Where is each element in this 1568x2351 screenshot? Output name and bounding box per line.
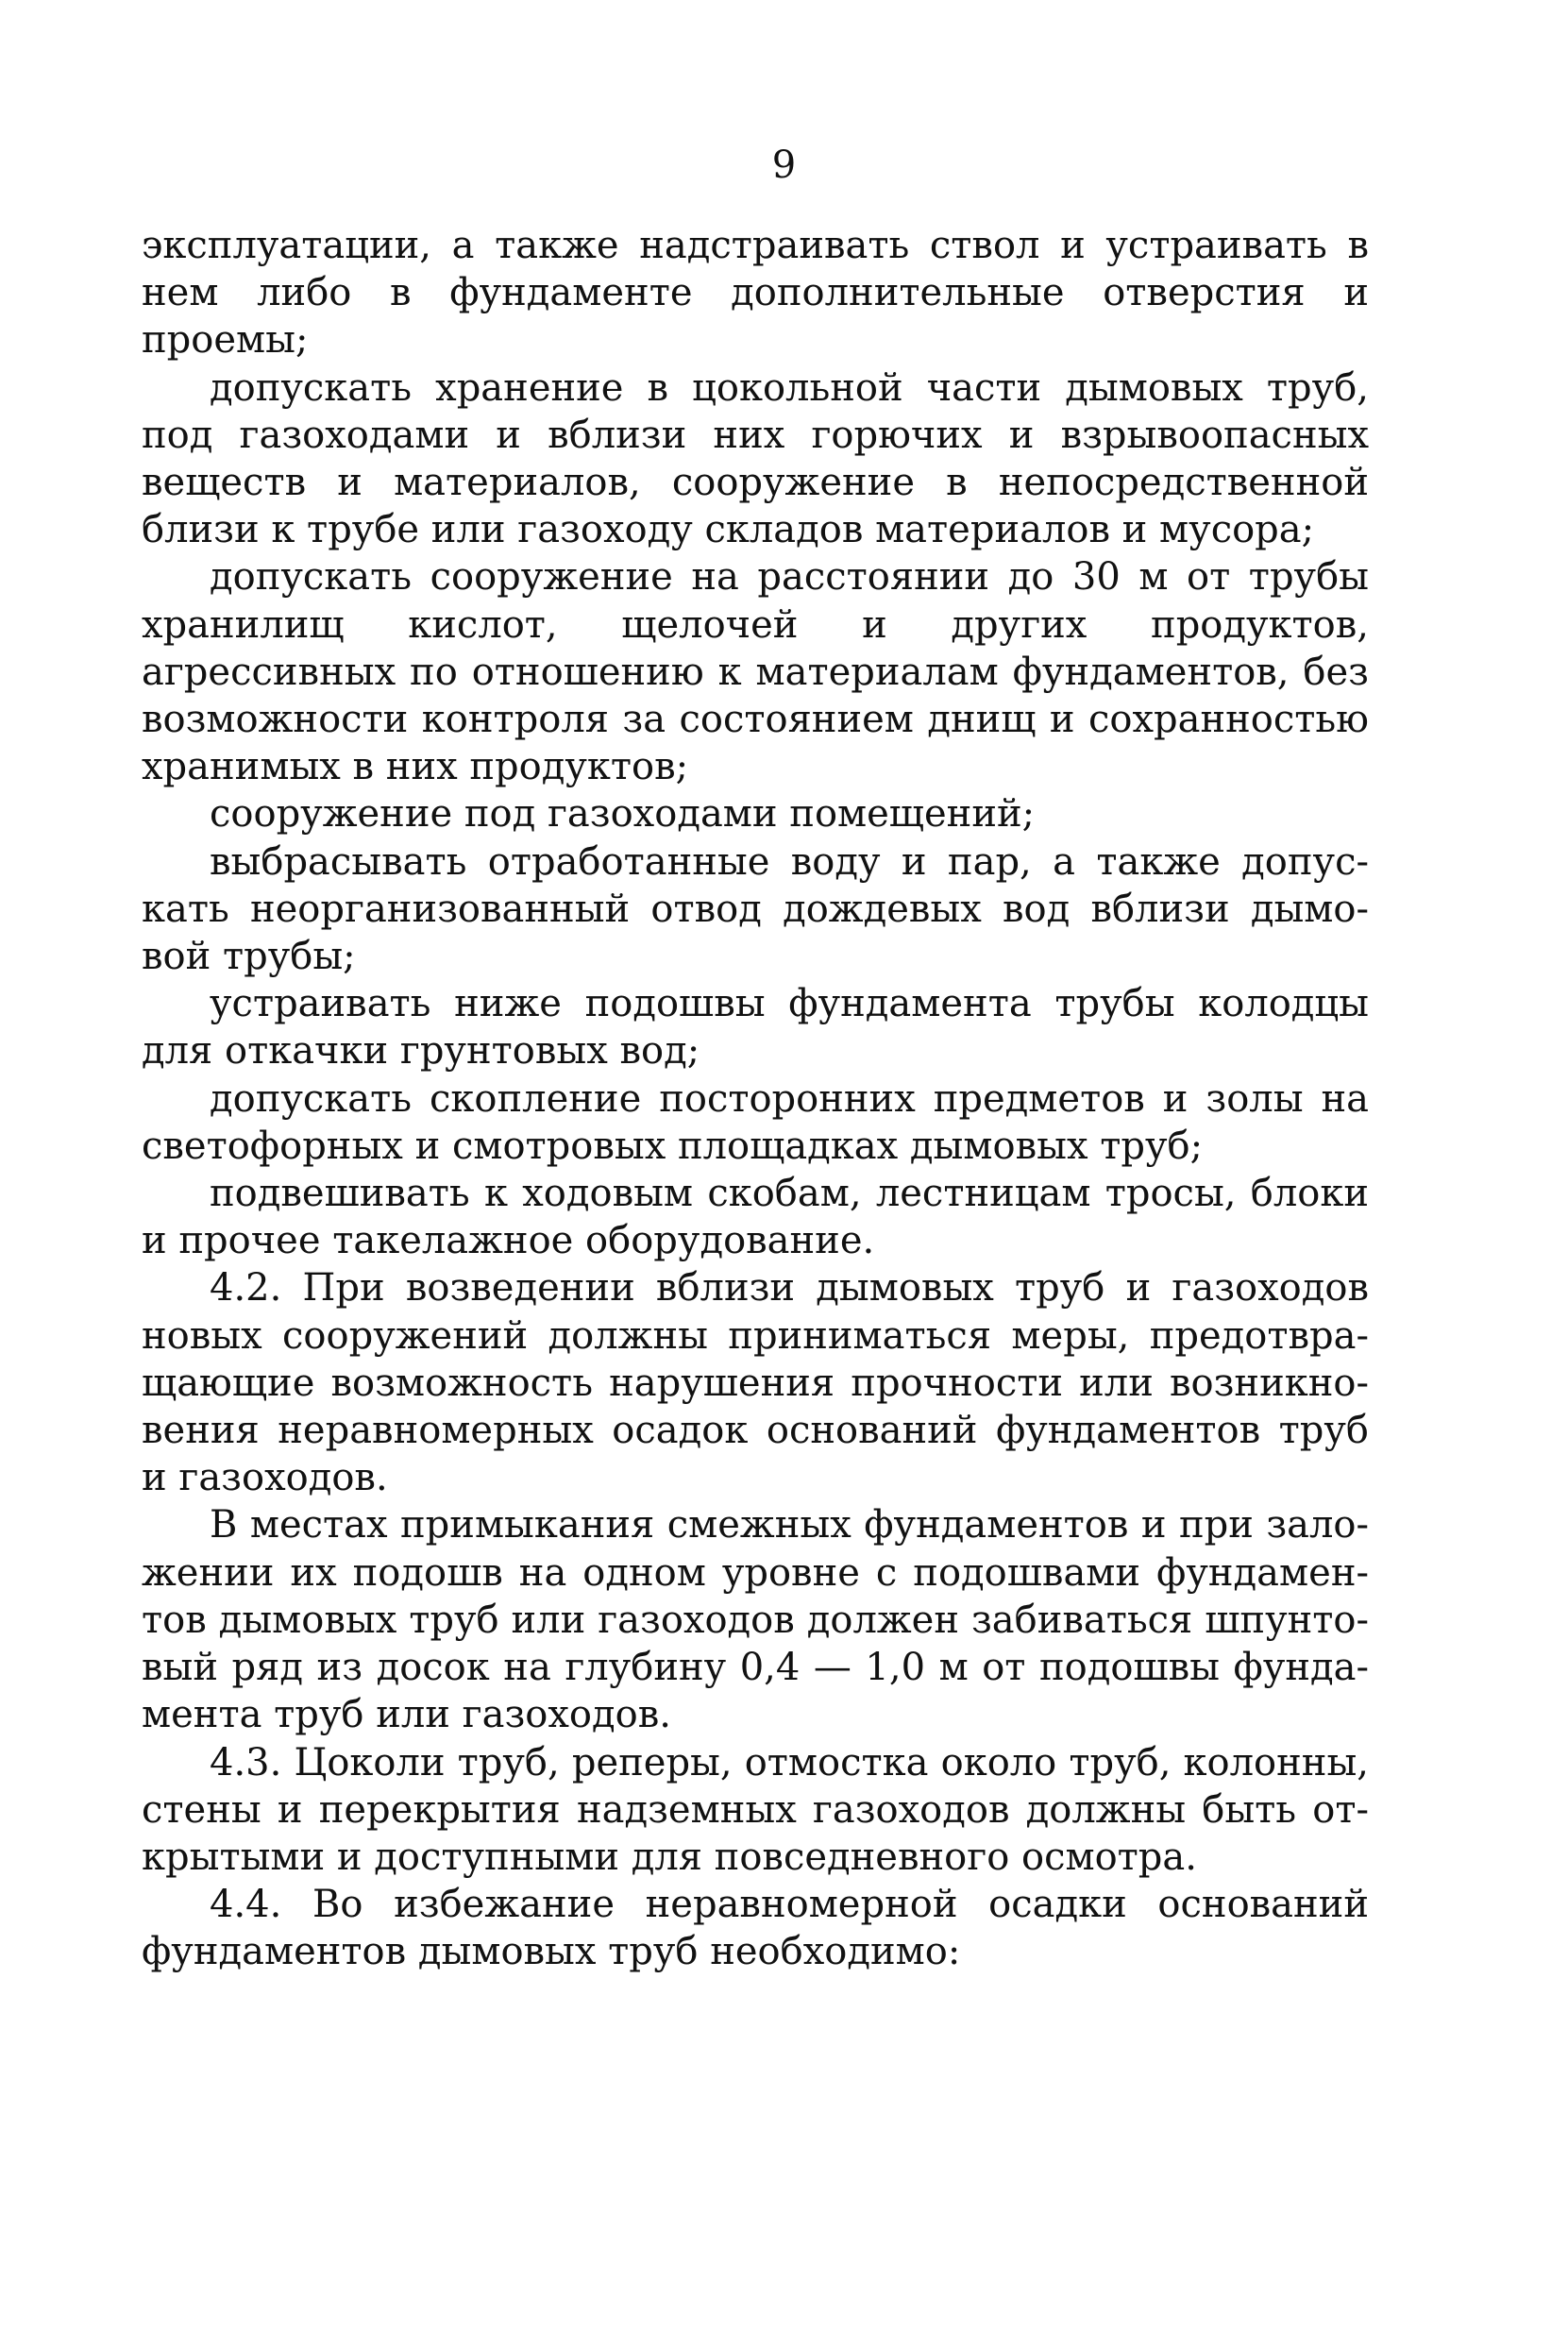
page-number: 9 — [771, 144, 797, 187]
paragraph-continued: эксплуатации, а также надстраивать ствол и устраивать в нем либо в фундаменте дополнительные отверстия и проемы; — [142, 224, 1369, 363]
paragraph: сооружение под газоходами помещений; — [210, 792, 1036, 837]
paragraph: допускать хранение в цокольной части дымовых труб, под газоходами и вблизи них горючих и взрывоопасных веществ и материалов, сооружение в непосредственной близи к трубе или газоходу складов материалов и мусора; — [142, 365, 1369, 552]
paragraph-section-4-4: 4.4. Во избежание неравномерной осадки оснований фундаментов дымовых труб необходимо: — [142, 1883, 1369, 1974]
body-text — [142, 222, 1369, 1976]
paragraph-section-4-3: 4.3. Цоколи труб, реперы, отмостка около труб, колонны, стены и перекрытия надземных газоходов должны быть открытыми и доступными для повседневного осмотра. — [142, 1740, 1369, 1879]
paragraph: подвешивать к ходовым скобам, лестницам тросы, блоки и прочее такелажное оборудование. — [142, 1172, 1369, 1263]
paragraph: допускать сооружение на расстоянии до 30 м от трубы хранилищ кислот, щелочей и других продуктов, агрессивных по отношению к материалам фундаментов, без возможности контроля за состоянием днищ и сохранностью хранимых в них продуктов; — [142, 555, 1369, 789]
paragraph-section-4-2: 4.2. При возведении вблизи дымовых труб и газоходов новых сооружений должны приниматься меры, предотвращающие возможность нарушения прочности или возникновения неравномерных осадок оснований фундаментов труб и газоходов. — [142, 1266, 1369, 1500]
paragraph: устраивать ниже подошвы фундамента трубы колодцы для откачки грунтовых вод; — [142, 982, 1369, 1074]
paragraph: допускать скопление посторонних предметов и золы на светофорных и смотровых площадках дымовых труб; — [142, 1076, 1369, 1168]
paragraph: В местах примыкания смежных фундаментов и при заложении их подошв на одном уровне с подошвами фундаментов дымовых труб или газоходов должен забиваться шпунтовый ряд из досок на глубину 0,4 — 1,0 м от подошвы фундамента труб или газоходов. — [142, 1503, 1369, 1737]
paragraph: выбрасывать отработанные воду и пар, а также допускать неорганизованный отвод дождевых вод вблизи дымовой трубы; — [142, 839, 1369, 979]
